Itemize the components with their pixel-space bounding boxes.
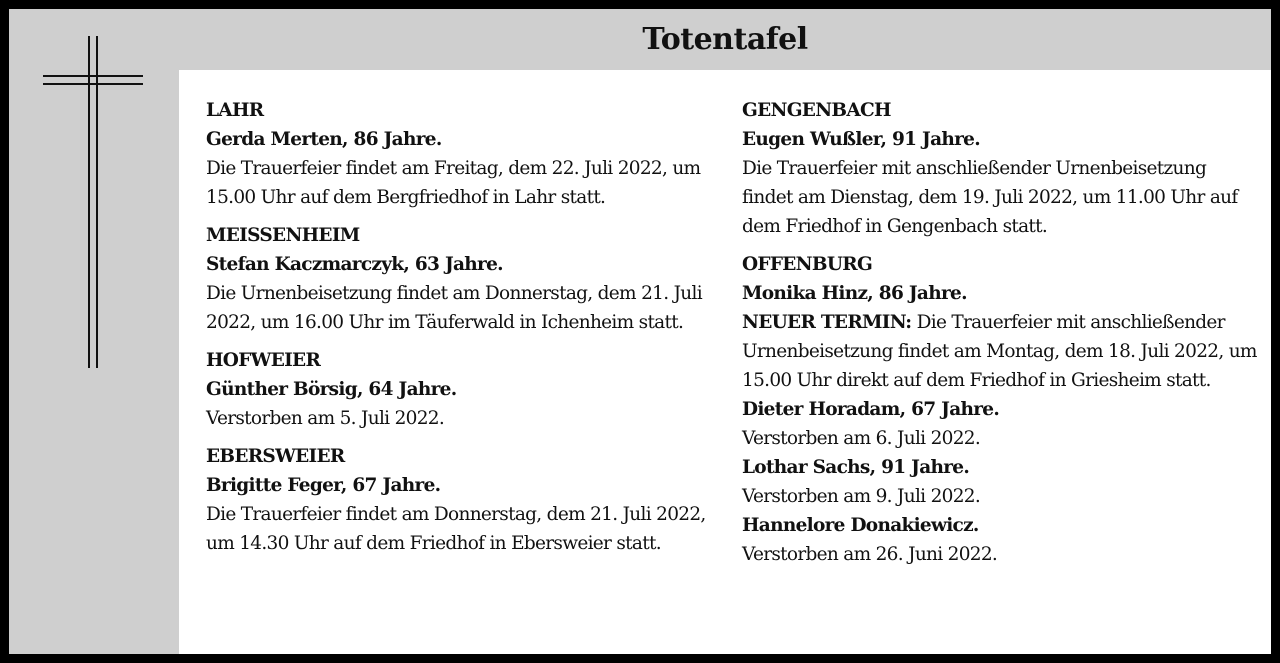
person-details: Verstorben am 5. Juli 2022.: [206, 408, 445, 429]
location-section: [206, 96, 716, 212]
person-name: Dieter Horadam, 67 Jahre.: [742, 399, 1000, 420]
person-details: Die Trauerfeier findet am Freitag, dem 22. Juli 2022, um 15.00 Uhr auf dem Bergfriedhof in Lahr statt.: [206, 158, 701, 208]
person-name: Brigitte Feger, 67 Jahre.: [206, 475, 441, 496]
obituary-panel: [179, 70, 1271, 654]
new-date-label: NEUER TERMIN:: [742, 312, 912, 333]
right-column: [742, 96, 1257, 578]
person-details: Die Trauerfeier mit anschließender Urnenbeisetzung findet am Dienstag, dem 19. Juli 2022, um 11.00 Uhr auf dem Friedhof in Gengenbach statt.: [742, 158, 1238, 237]
person-details-text: Die Trauerfeier mit anschließender Urnenbeisetzung findet am Montag, dem 18. Juli 2022, um 15.00 Uhr direkt auf dem Friedhof in Griesheim statt.: [742, 312, 1257, 391]
location-heading: EBERSWEIER: [206, 446, 345, 467]
location-section: [206, 346, 716, 433]
person-name: Hannelore Donakiewicz.: [742, 515, 979, 536]
location-section: [206, 221, 716, 337]
person-name: Eugen Wußler, 91 Jahre.: [742, 129, 980, 150]
person-details: Verstorben am 26. Juni 2022.: [742, 544, 998, 565]
location-section: [742, 250, 1257, 569]
person-details: [742, 308, 1257, 395]
location-heading: GENGENBACH: [742, 100, 891, 121]
location-heading: OFFENBURG: [742, 254, 873, 275]
person-name: Stefan Kaczmarczyk, 63 Jahre.: [206, 254, 503, 275]
person-details: Verstorben am 9. Juli 2022.: [742, 486, 981, 507]
location-heading: LAHR: [206, 100, 264, 121]
person-name: Monika Hinz, 86 Jahre.: [742, 283, 967, 304]
obituary-board: [9, 9, 1271, 654]
cross-icon: [9, 9, 179, 409]
person-details: Die Trauerfeier findet am Donnerstag, dem 21. Juli 2022, um 14.30 Uhr auf dem Friedhof in Ebersweier statt.: [206, 504, 706, 554]
person-details: Verstorben am 6. Juli 2022.: [742, 428, 981, 449]
location-heading: MEISSENHEIM: [206, 225, 360, 246]
page-title: Totentafel: [642, 22, 808, 57]
location-heading: HOFWEIER: [206, 350, 321, 371]
person-details: Die Urnenbeisetzung findet am Donnerstag, dem 21. Juli 2022, um 16.00 Uhr im Täuferwald in Ichenheim statt.: [206, 283, 702, 333]
person-name: Gerda Merten, 86 Jahre.: [206, 129, 442, 150]
person-name: Günther Börsig, 64 Jahre.: [206, 379, 457, 400]
location-section: [206, 442, 716, 558]
person-name: Lothar Sachs, 91 Jahre.: [742, 457, 970, 478]
left-column: [206, 96, 716, 567]
location-section: [742, 96, 1257, 241]
